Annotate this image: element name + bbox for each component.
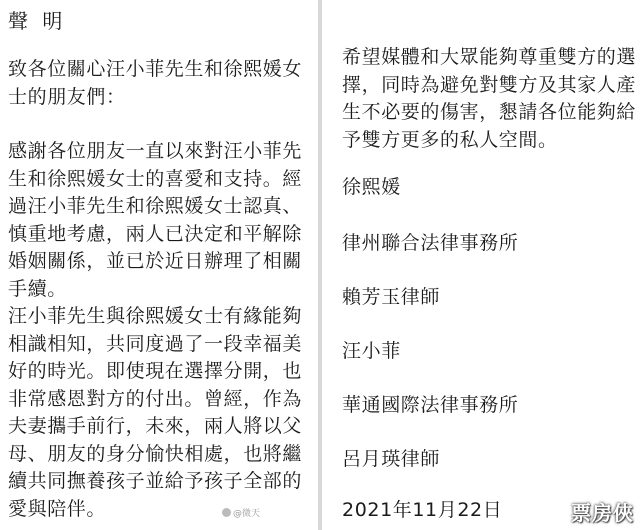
paragraph-line: 生不必要的傷害，懇請各位能夠給 [342, 101, 637, 123]
statement-title: 聲 明 [8, 9, 67, 33]
paragraph-line: 生和徐熙媛女士的喜愛和支持。經 [8, 167, 303, 190]
signature-party-1: 徐熙媛 [342, 176, 401, 198]
paragraph-line: 感謝各位朋友一直以來對汪小菲先 [8, 140, 303, 162]
signature-party-2: 汪小菲 [342, 340, 401, 362]
signature-firm-1: 律州聯合法律事務所 [342, 232, 519, 254]
paragraph-line: 過汪小菲先生和徐熙媛女士認真、 [8, 195, 303, 217]
weibo-tag-text: @微天 [233, 509, 261, 519]
paragraph-line: 擇，同時為避免對雙方及其家人產 [342, 73, 637, 96]
greeting-line: 致各位關心汪小菲先生和徐熙媛女 [8, 58, 303, 80]
closing-paragraph [342, 44, 636, 154]
statement-date: 2021年11月22日 [342, 499, 503, 521]
paragraph-1 [8, 138, 318, 303]
paragraph-line: 汪小菲先生與徐熙媛女士有緣能夠 [8, 305, 303, 327]
paragraph-line: 續共同撫養孩子並給予孩子全部的 [8, 470, 303, 492]
paragraph-line: 希望媒體和大眾能夠尊重雙方的選 [342, 46, 637, 68]
paragraph-line: 非常感恩對方的付出。曾經，作為 [8, 387, 303, 410]
paragraph-line: 母、朋友的身分愉快相處，也將繼 [8, 442, 303, 465]
paragraph-line: 夫妻攜手前行，未來，兩人將以父 [8, 415, 303, 437]
paragraph-2 [8, 303, 318, 523]
paragraph-line: 愛與陪伴。 [8, 497, 107, 520]
signature-lawyer-2: 呂月瑛律師 [342, 448, 441, 470]
paragraph-line: 婚姻關係，並已於近日辦理了相關 [8, 250, 303, 272]
paragraph-line: 慎重地考慮，兩人已決定和平解除 [8, 222, 303, 245]
statement-left-column [0, 0, 318, 530]
signature-lawyer-1: 賴芳玉律師 [342, 286, 441, 308]
greeting [8, 56, 318, 111]
watermark-logo: 票房俠 [571, 501, 634, 525]
paragraph-line: 予雙方更多的私人空間。 [342, 128, 558, 151]
paragraph-line: 相識相知，共同度過了一段幸福美 [8, 332, 303, 355]
weibo-logo-icon [222, 508, 231, 517]
weibo-tag [222, 506, 260, 519]
statement-right-column [322, 0, 640, 530]
greeting-line: 士的朋友們： [8, 85, 126, 108]
paragraph-line: 手續。 [8, 277, 67, 300]
signature-firm-2: 華通國際法律事務所 [342, 394, 519, 416]
paragraph-line: 好的時光。即使現在選擇分開，也 [8, 360, 303, 382]
